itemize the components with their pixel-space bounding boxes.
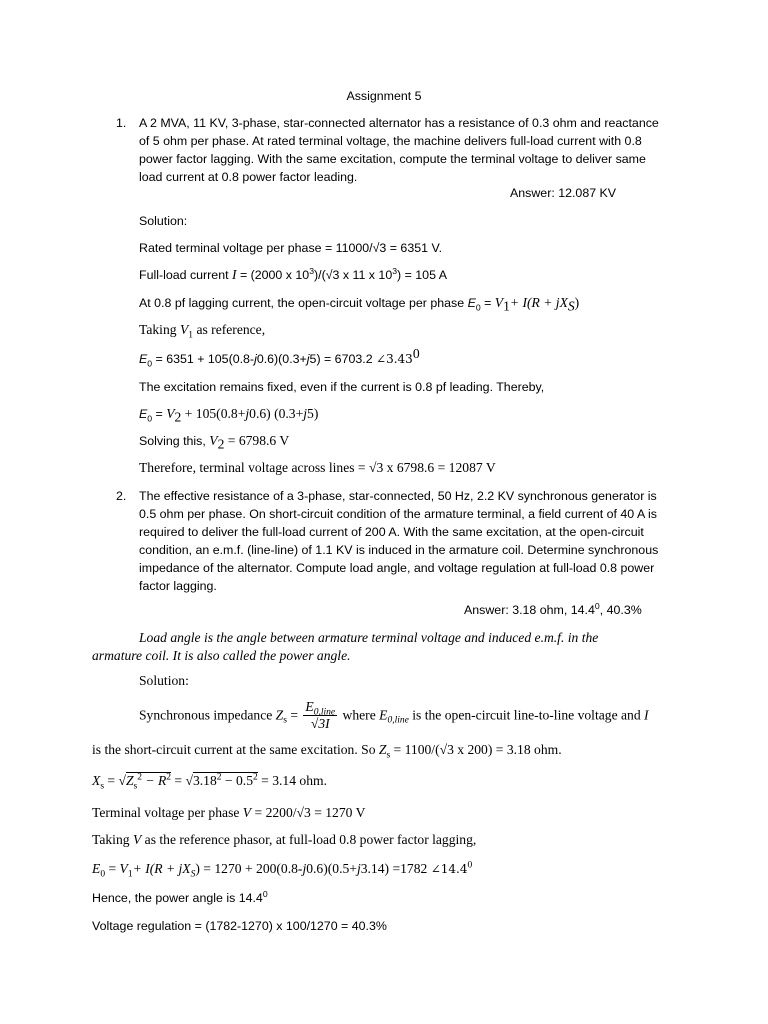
q1-excitation-fixed: The excitation remains fixed, even if the current is 0.8 pf leading. Thereby,: [139, 380, 545, 394]
question-2-answer: Answer: 3.18 ohm, 14.4$^0$, 40.3%: [464, 600, 642, 617]
q2-e0-equation: $E_0 = V_1+ I(R + jX_S) = 1270 + 200(0.8-j0.6)(0.5+j3.14) =1782$ ∠14.4$^0$: [92, 860, 473, 880]
q1-taking-reference: Taking $V_1$ as reference,: [139, 322, 266, 341]
question-1-text: A 2 MVA, 11 KV, 3-phase, star-connected alternator has a resistance of 0.3 ohm and reactance of 5 ohm per phase. At rated terminal voltage, the machine delivers full-load current with 0.8 power factor lagging. With the same excitation, compute the terminal voltage to deliver same load current at 0.8 power factor leading.: [139, 116, 659, 184]
q2-solution-label: Solution:: [139, 673, 189, 688]
q1-open-circuit-voltage: At 0.8 pf lagging current, the open-circuit voltage per phase $E_0 = V_1+ I(R + jX_S)$: [139, 295, 580, 314]
question-2-number: 2.: [116, 489, 127, 503]
q2-synchronous-impedance: Synchronous impedance $Z_s$ = $\frac{E_{0,line}}{√3I}$ where $E_{0,line}$ is the open-circuit line-to-line voltage and I: [139, 699, 649, 731]
question-1-answer: Answer: 12.087 KV: [510, 186, 617, 200]
q1-therefore: Therefore, terminal voltage across lines = √3 x 6798.6 = 12087 V: [139, 460, 496, 475]
q1-full-load-current: Full-load current I = (2000 x $10^3)/(√3$ x 11 x $10^3) = 105$ A: [139, 265, 447, 282]
q2-reactance-xs: $X_s = √Z_s^2 - R^2 = √3.18^2 - 0.5^2 = 3.14$ ohm.: [92, 772, 327, 792]
q1-solving: Solving this, $V_2 = 6798.6$ V: [139, 433, 290, 452]
question-2-text: The effective resistance of a 3-phase, star-connected, 50 Hz, 2.2 KV synchronous generator is 0.5 ohm per phase. On short-circuit condition of the armature terminal, a field current of 40 A is required to deliver the full-load current of 200 A. With the same excitation, at the open-circuit condition, an e.m.f. (line-line) of 1.1 KV is induced in the armature coil. Determine synchronous impedance of the alternator. Compute load angle, and voltage regulation at full-load 0.8 power factor lagging.: [139, 489, 659, 593]
q1-rated-voltage: Rated terminal voltage per phase = 11000/√3 = 6351 V.: [139, 241, 443, 255]
q2-short-circuit-line: is the short-circuit current at the same excitation. So $Z_s = 1100/(√3$ x 200) = 3.18 ohm.: [92, 742, 562, 761]
q2-voltage-regulation: Voltage regulation = (1782-1270) x 100/1270 = 40.3%: [92, 919, 387, 933]
q2-terminal-voltage: Terminal voltage per phase V = 2200/√3 = 1270 V: [92, 805, 366, 820]
q1-solution-label: Solution:: [139, 214, 188, 228]
q2-taking-reference: Taking V as the reference phasor, at full-load 0.8 power factor lagging,: [92, 832, 477, 847]
page-title: Assignment 5: [346, 89, 422, 103]
q2-note-line-2: armature coil. It is also called the power angle.: [92, 648, 351, 663]
impedance-fraction: $\frac{E_{0,line}}{√3I}$: [305, 699, 336, 731]
question-1-number: 1.: [116, 116, 127, 130]
q2-power-angle: Hence, the power angle is 14.4$^0$: [92, 888, 268, 905]
q1-e0-leading: $E_0 = V_2 + 105(0.8+j0.6)$ (0.3+j5): [139, 406, 319, 425]
q1-e0-lagging: $E_0 = 6351 + 105(0.8-j0.6)(0.3+j5) = 6703.2$ ∠3.43$^0$: [139, 345, 420, 369]
q2-note-line-1: Load angle is the angle between armature terminal voltage and induced e.m.f. in the: [139, 630, 599, 645]
